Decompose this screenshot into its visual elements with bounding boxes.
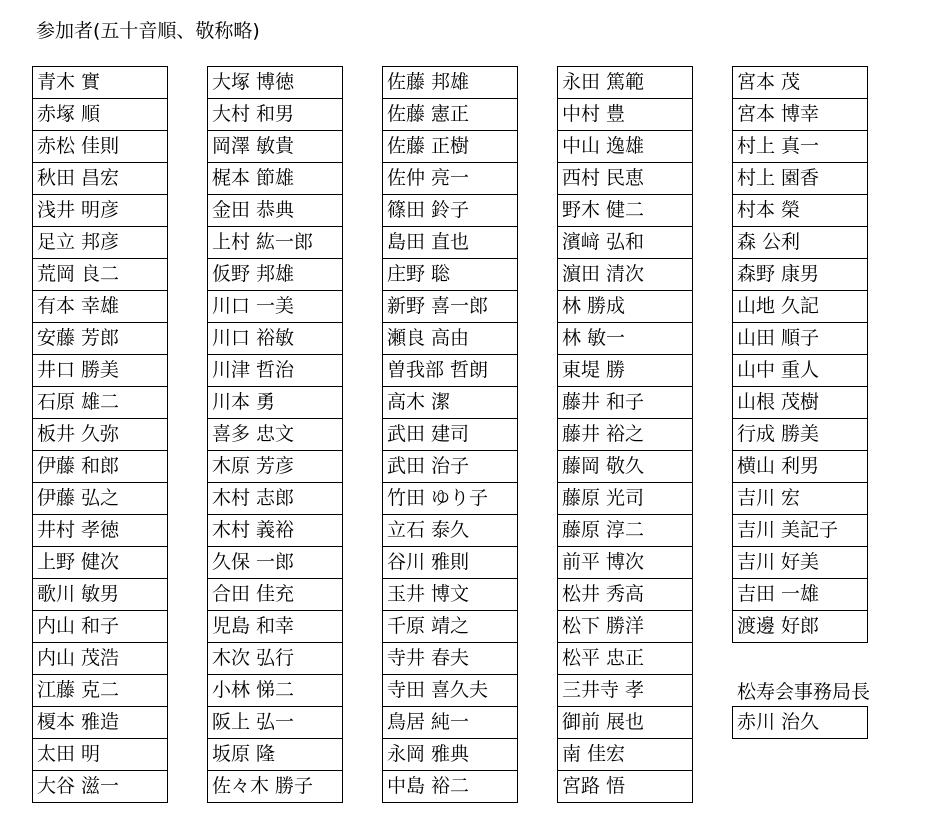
name-cell: 歌川 敏男 (32, 579, 168, 611)
name-cell: 山中 重人 (732, 355, 868, 387)
name-cell: 藤井 和子 (557, 387, 693, 419)
name-cell: 村本 榮 (732, 195, 868, 227)
name-cell: 榎本 雅造 (32, 707, 168, 739)
name-cell: 山地 久記 (732, 291, 868, 323)
name-cell: 吉川 美記子 (732, 515, 868, 547)
name-cell: 谷川 雅則 (382, 547, 518, 579)
name-cell: 横山 利男 (732, 451, 868, 483)
name-cell: 足立 邦彦 (32, 227, 168, 259)
name-cell: 大谷 滋一 (32, 771, 168, 803)
name-cell: 三井寺 孝 (557, 675, 693, 707)
name-cell: 木原 芳彦 (207, 451, 343, 483)
name-cell: 村上 園香 (732, 163, 868, 195)
name-cell: 庄野 聡 (382, 259, 518, 291)
name-cell: 藤岡 敬久 (557, 451, 693, 483)
name-cell: 大村 和男 (207, 99, 343, 131)
name-cell: 合田 佳充 (207, 579, 343, 611)
name-cell: 立石 泰久 (382, 515, 518, 547)
name-cell: 森野 康男 (732, 259, 868, 291)
office-title-label: 松寿会事務局長 (737, 681, 871, 703)
name-column-4 (557, 66, 693, 803)
name-cell: 宮本 博幸 (732, 99, 868, 131)
name-cell: 林 勝成 (557, 291, 693, 323)
name-cell: 西村 民恵 (557, 163, 693, 195)
name-cell: 安藤 芳郎 (32, 323, 168, 355)
name-cell: 久保 一郎 (207, 547, 343, 579)
name-cell: 千原 靖之 (382, 611, 518, 643)
name-cell: 野木 健二 (557, 195, 693, 227)
page-title: 参加者(五十音順、敬称略) (36, 20, 260, 42)
name-cell: 内山 茂浩 (32, 643, 168, 675)
name-cell: 竹田 ゆり子 (382, 483, 518, 515)
name-cell: 武田 治子 (382, 451, 518, 483)
name-cell: 上村 紘一郎 (207, 227, 343, 259)
name-cell: 御前 展也 (557, 707, 693, 739)
name-cell: 高木 潔 (382, 387, 518, 419)
name-cell: 川本 勇 (207, 387, 343, 419)
name-cell: 佐藤 邦雄 (382, 67, 518, 99)
name-cell: 小林 悌二 (207, 675, 343, 707)
name-cell: 武田 建司 (382, 419, 518, 451)
name-column-5 (732, 66, 868, 643)
name-cell: 永田 篤範 (557, 67, 693, 99)
name-cell: 永岡 雅典 (382, 739, 518, 771)
name-cell: 中村 豊 (557, 99, 693, 131)
name-cell: 佐仲 亮一 (382, 163, 518, 195)
name-column-3 (382, 66, 518, 803)
name-cell: 村上 真一 (732, 131, 868, 163)
name-cell: 有本 幸雄 (32, 291, 168, 323)
name-cell: 瀬良 高由 (382, 323, 518, 355)
name-cell: 木村 志郎 (207, 483, 343, 515)
name-cell: 秋田 昌宏 (32, 163, 168, 195)
name-cell: 南 佳宏 (557, 739, 693, 771)
name-cell: 宮路 悟 (557, 771, 693, 803)
name-cell: 川津 哲治 (207, 355, 343, 387)
name-cell: 佐藤 憲正 (382, 99, 518, 131)
name-cell: 井村 孝徳 (32, 515, 168, 547)
name-cell: 島田 直也 (382, 227, 518, 259)
name-cell: 浅井 明彦 (32, 195, 168, 227)
name-cell: 林 敏一 (557, 323, 693, 355)
name-cell: 行成 勝美 (732, 419, 868, 451)
name-cell: 濱﨑 弘和 (557, 227, 693, 259)
name-cell: 坂原 隆 (207, 739, 343, 771)
name-cell: 新野 喜一郎 (382, 291, 518, 323)
name-cell: 伊藤 弘之 (32, 483, 168, 515)
name-column-2 (207, 66, 343, 803)
name-cell: 井口 勝美 (32, 355, 168, 387)
name-cell: 森 公利 (732, 227, 868, 259)
name-cell: 阪上 弘一 (207, 707, 343, 739)
name-cell: 山根 茂樹 (732, 387, 868, 419)
name-cell: 喜多 忠文 (207, 419, 343, 451)
name-cell: 太田 明 (32, 739, 168, 771)
name-cell: 石原 雄二 (32, 387, 168, 419)
name-cell: 前平 博次 (557, 547, 693, 579)
office-name-cell: 赤川 治久 (732, 707, 868, 739)
name-cell: 赤塚 順 (32, 99, 168, 131)
name-cell: 木次 弘行 (207, 643, 343, 675)
name-cell: 曽我部 哲朗 (382, 355, 518, 387)
name-cell: 宮本 茂 (732, 67, 868, 99)
name-cell: 大塚 博徳 (207, 67, 343, 99)
name-cell: 吉田 一雄 (732, 579, 868, 611)
name-cell: 伊藤 和郎 (32, 451, 168, 483)
name-cell: 児島 和幸 (207, 611, 343, 643)
name-cell: 篠田 鈴子 (382, 195, 518, 227)
name-cell: 梶本 節雄 (207, 163, 343, 195)
name-cell: 松井 秀高 (557, 579, 693, 611)
name-cell: 赤松 佳則 (32, 131, 168, 163)
name-cell: 吉川 好美 (732, 547, 868, 579)
name-cell: 青木 實 (32, 67, 168, 99)
name-column-1 (32, 66, 168, 803)
name-cell: 吉川 宏 (732, 483, 868, 515)
office-name-box (732, 706, 868, 739)
name-cell: 渡邊 好郎 (732, 611, 868, 643)
name-cell: 山田 順子 (732, 323, 868, 355)
name-cell: 岡澤 敏貴 (207, 131, 343, 163)
name-cell: 上野 健次 (32, 547, 168, 579)
name-cell: 金田 恭典 (207, 195, 343, 227)
name-cell: 川口 裕敏 (207, 323, 343, 355)
name-cell: 寺井 春夫 (382, 643, 518, 675)
name-cell: 川口 一美 (207, 291, 343, 323)
name-cell: 内山 和子 (32, 611, 168, 643)
name-cell: 中島 裕二 (382, 771, 518, 803)
name-cell: 佐藤 正樹 (382, 131, 518, 163)
name-cell: 江藤 克二 (32, 675, 168, 707)
name-cell: 仮野 邦雄 (207, 259, 343, 291)
name-cell: 藤原 光司 (557, 483, 693, 515)
name-cell: 東堤 勝 (557, 355, 693, 387)
name-cell: 佐々木 勝子 (207, 771, 343, 803)
name-cell: 中山 逸雄 (557, 131, 693, 163)
name-cell: 荒岡 良二 (32, 259, 168, 291)
name-cell: 松平 忠正 (557, 643, 693, 675)
name-cell: 松下 勝洋 (557, 611, 693, 643)
name-cell: 玉井 博文 (382, 579, 518, 611)
name-cell: 藤原 淳二 (557, 515, 693, 547)
name-cell: 濵田 清次 (557, 259, 693, 291)
name-cell: 木村 義裕 (207, 515, 343, 547)
name-cell: 寺田 喜久夫 (382, 675, 518, 707)
name-cell: 板井 久弥 (32, 419, 168, 451)
name-cell: 藤井 裕之 (557, 419, 693, 451)
name-cell: 鳥居 純一 (382, 707, 518, 739)
